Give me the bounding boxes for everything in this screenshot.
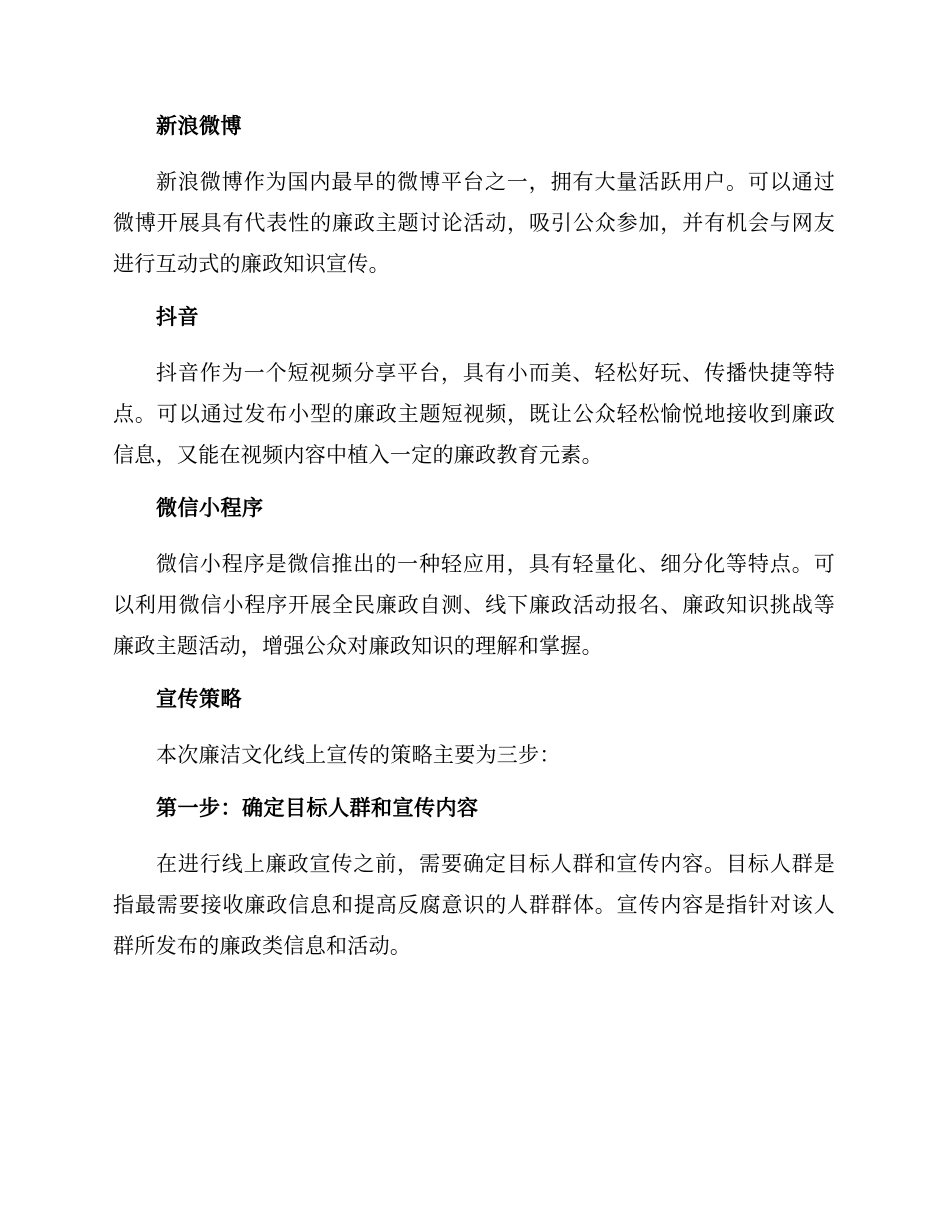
section-paragraph-douyin: 抖音作为一个短视频分享平台，具有小而美、轻松好玩、传播快捷等特点。可以通过发布小型的廉政主题短视频，既让公众轻松愉悦地接收到廉政信息，又能在视频内容中植入一定的廉政教育元素。 xyxy=(113,361,835,467)
section-heading-strategy: 宣传策略 xyxy=(156,687,242,711)
document-body xyxy=(113,108,835,967)
section-paragraph-strategy: 本次廉洁文化线上宣传的策略主要为三步： xyxy=(156,743,561,767)
section-paragraph-wechat-mini-program: 微信小程序是微信推出的一种轻应用，具有轻量化、细分化等特点。可以利用微信小程序开展全民廉政自测、线下廉政活动报名、廉政知识挑战等廉政主题活动，增强公众对廉政知识的理解和掌握。 xyxy=(113,552,835,658)
section-heading-weibo: 新浪微博 xyxy=(156,114,242,138)
section-heading-douyin: 抖音 xyxy=(156,305,199,329)
section-paragraph-weibo: 新浪微博作为国内最早的微博平台之一，拥有大量活跃用户。可以通过微博开展具有代表性的廉政主题讨论活动，吸引公众参加，并有机会与网友进行互动式的廉政知识宣传。 xyxy=(113,170,835,276)
section-heading-wechat-mini-program: 微信小程序 xyxy=(156,496,264,520)
section-paragraph-step-one: 在进行线上廉政宣传之前，需要确定目标人群和宣传内容。目标人群是指最需要接收廉政信息和提高反腐意识的人群群体。宣传内容是指针对该人群所发布的廉政类信息和活动。 xyxy=(113,852,835,958)
section-heading-step-one: 第一步：确定目标人群和宣传内容 xyxy=(156,796,479,820)
